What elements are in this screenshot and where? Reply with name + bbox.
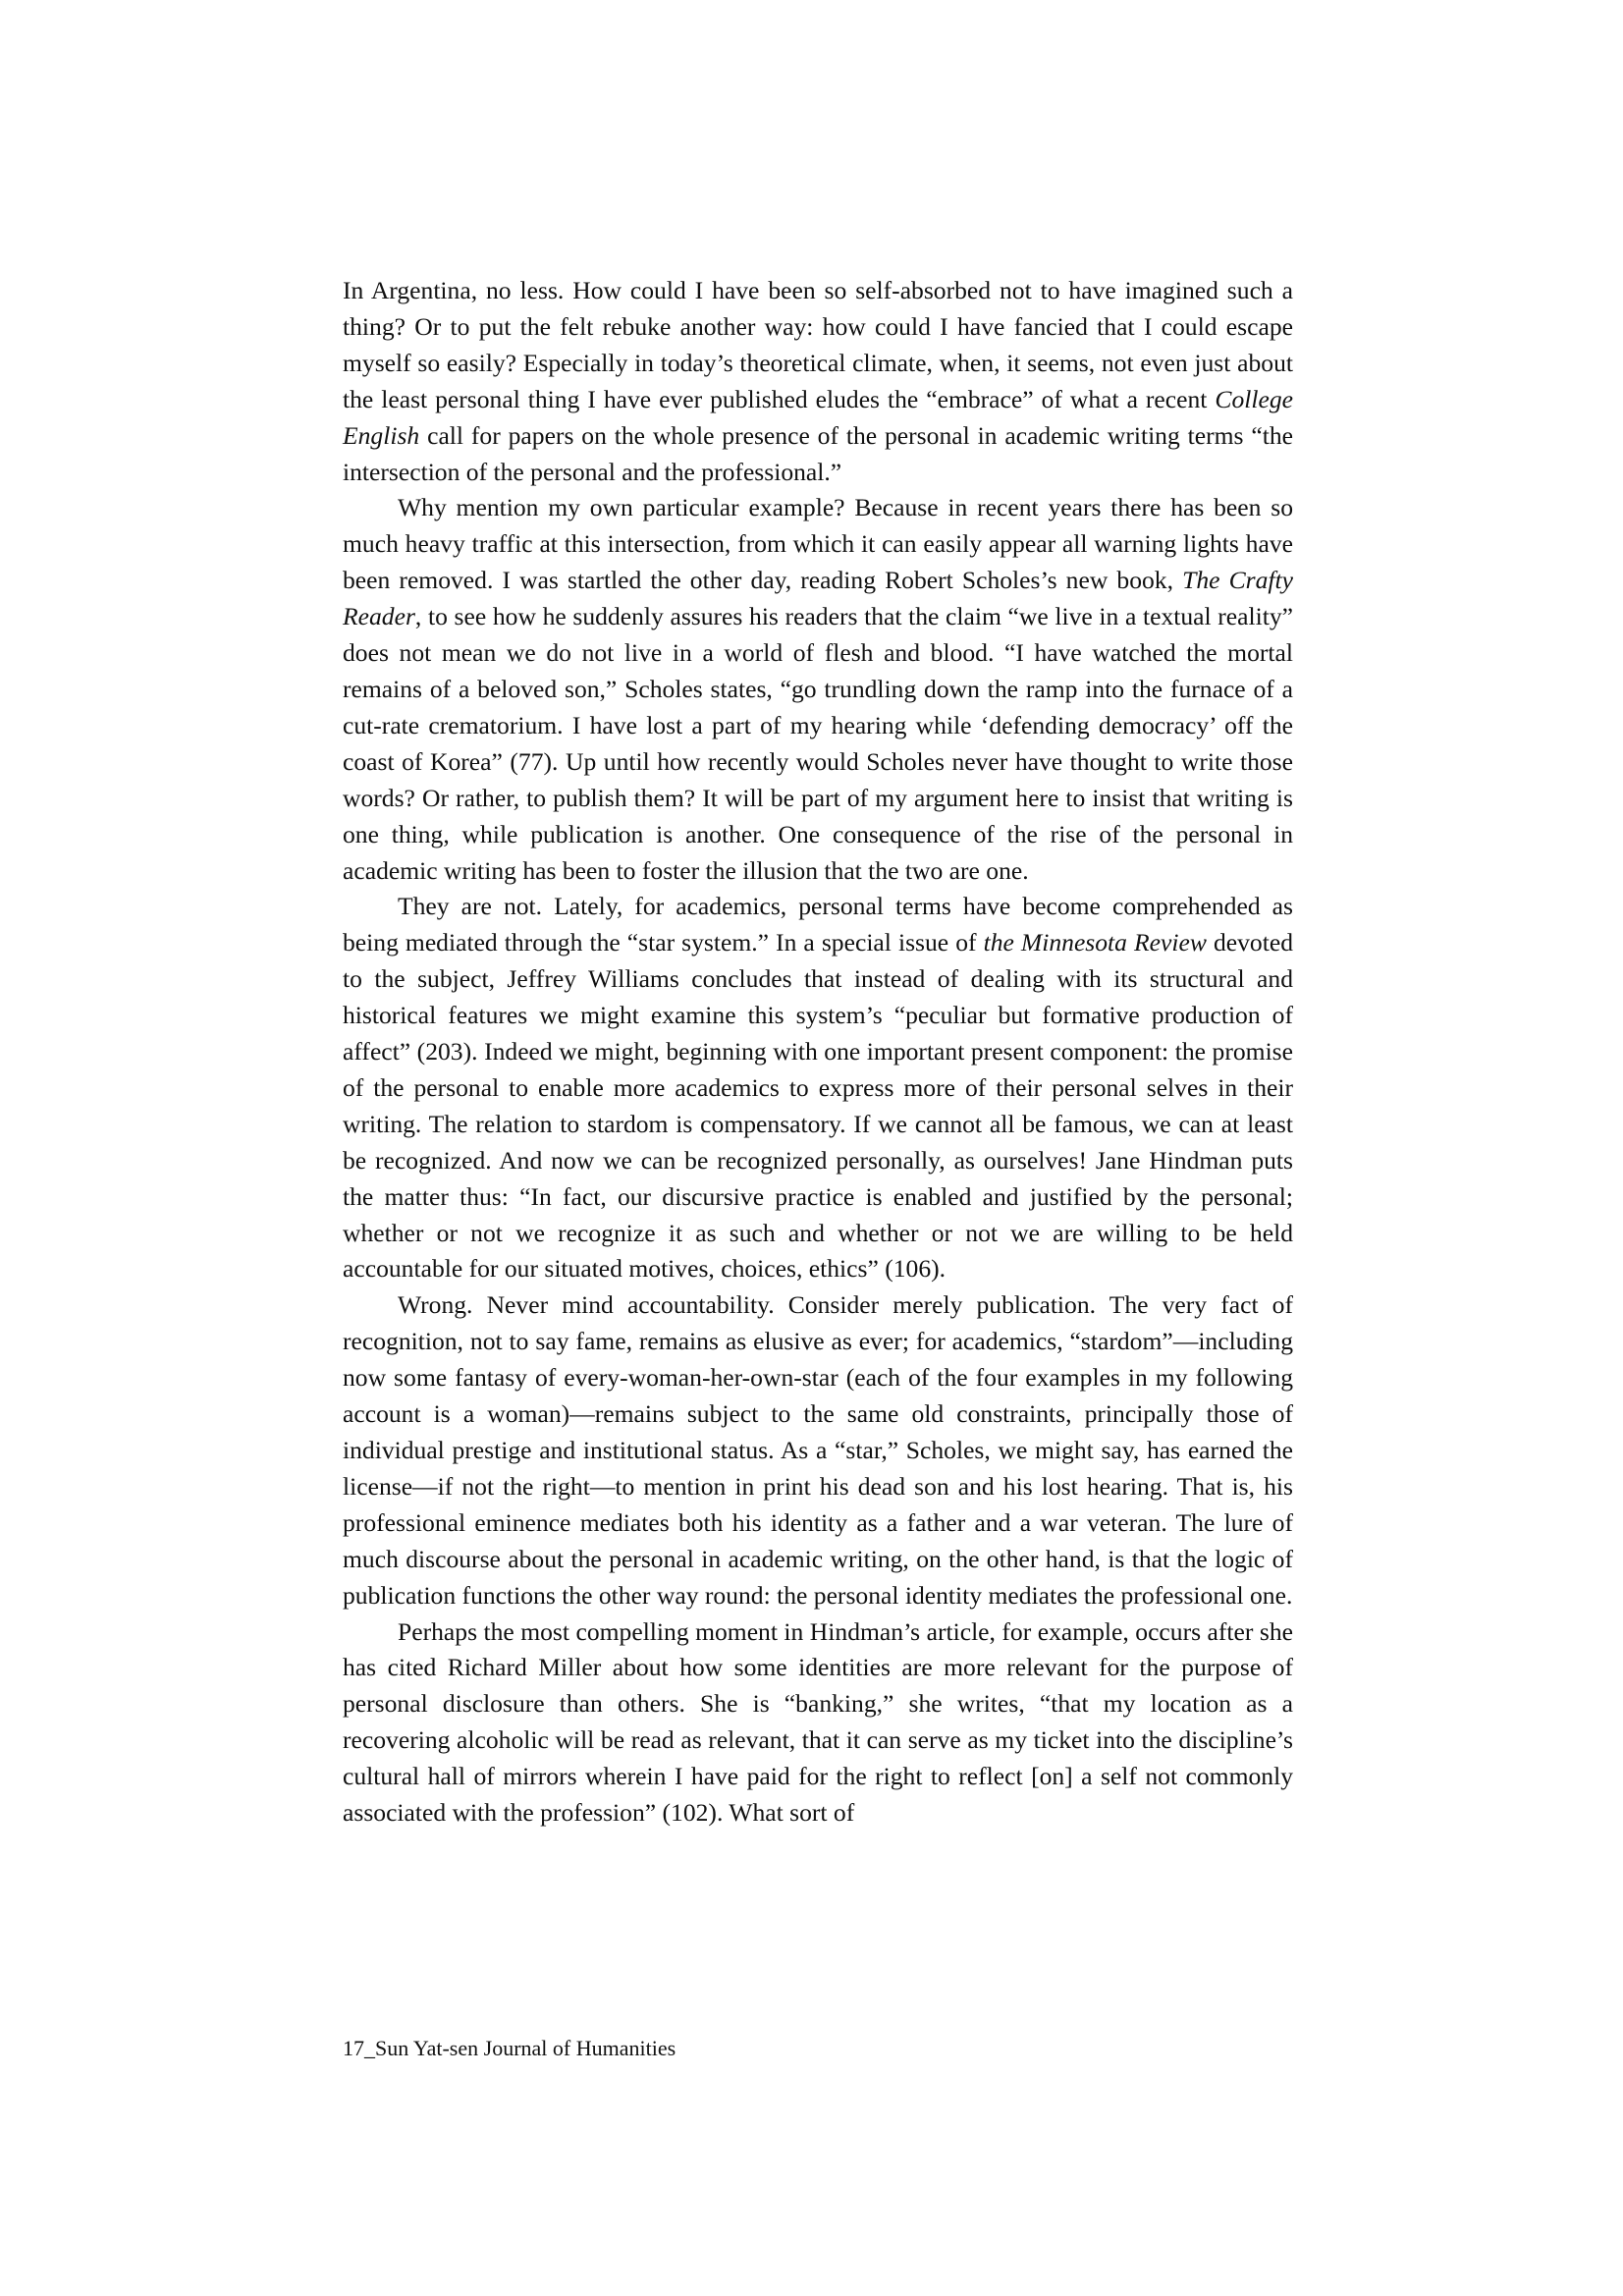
journal-title-college-english: College English: [343, 384, 1293, 450]
page-footer: 17_Sun Yat-sen Journal of Humanities: [343, 2036, 676, 2060]
paragraph-2-text-a: Why mention my own particular example? Because in recent years there has been so much heavy traffic at this intersection, from which it can easily appear all warning lights have been removed. I was startled the other day, reading Robert Scholes’s new book,: [343, 493, 1293, 595]
paragraph-2-text-b: , to see how he suddenly assures his readers that the claim “we live in a textual reality” does not mean we do not live in a world of flesh and blood. “I have watched the mortal remains of a beloved son,” Scholes states, “go trundling down the ramp into the furnace of a cut-rate crematorium. I have lost a part of my hearing while ‘defending democracy’ off the coast of Korea” (77). Up until how recently would Scholes never have thought to write those words? Or rather, to publish them? It will be part of my argument here to insist that writing is one thing, while publication is another. One consequence of the rise of the personal in academic writing has been to foster the illusion that the two are one.: [343, 602, 1293, 885]
paragraph-5-text: Perhaps the most compelling moment in Hindman’s article, for example, occurs after she has cited Richard Miller about how some identities are more relevant for the purpose of personal disclosure than others. She is “banking,” she writes, “that my location as a recovering alcoholic will be read as relevant, that it can serve as my ticket into the discipline’s cultural hall of mirrors wherein I have paid for the right to reflect [on] a self not commonly associated with the profession” (102). What sort of: [343, 1616, 1293, 1828]
paragraph-5: [343, 1614, 1293, 1831]
paragraph-3: [343, 889, 1293, 1287]
paragraph-3-text-a: They are not. Lately, for academics, personal terms have become comprehended as being mediated through the “star system.” In a special issue of: [343, 892, 1293, 957]
paragraph-4-text: Wrong. Never mind accountability. Consider merely publication. The very fact of recognition, not to say fame, remains as elusive as ever; for academics, “stardom”—including now some fantasy of every-woman-her-own-star (each of the four examples in my following account is a woman)—remains subject to the same old constraints, principally those of individual prestige and institutional status. As a “star,” Scholes, we might say, has earned the license—if not the right—to mention in print his dead son and his lost hearing. That is, his professional eminence mediates both his identity as a father and a war veteran. The lure of much discourse about the personal in academic writing, on the other hand, is that the logic of publication functions the other way round: the personal identity mediates the professional one.: [343, 1290, 1293, 1610]
journal-title-minnesota-review: the Minnesota Review: [983, 928, 1207, 957]
book-title-crafty-reader: The Crafty Reader: [343, 566, 1293, 631]
paragraph-1-text-a: In Argentina, no less. How could I have been so self-absorbed not to have imagined such a thing? Or to put the felt rebuke another way: how could I have fancied that I could escape myself so easily? Especially in today’s theoretical climate, when, it seems, not even just about the least personal thing I have ever published eludes the “embrace” of what a recent: [343, 276, 1293, 413]
paragraph-1: [343, 273, 1293, 490]
paragraph-1-text-b: call for papers on the whole presence of the personal in academic writing terms “the intersection of the personal and the professional.”: [343, 420, 1293, 486]
paragraph-3-text-b: devoted to the subject, Jeffrey Williams concludes that instead of dealing with its structural and historical features we might examine this system’s “peculiar but formative production of affect” (203). Indeed we might, beginning with one important present component: the promise of the personal to enable more academics to express more of their personal selves in their writing. The relation to stardom is compensatory. If we cannot all be famous, we can at least be recognized. And now we can be recognized personally, as ourselves! Jane Hindman puts the matter thus: “In fact, our discursive practice is enabled and justified by the personal; whether or not we recognize it as such and whether or not we are willing to be held accountable for our situated motives, choices, ethics” (106).: [343, 928, 1293, 1284]
paragraph-2: [343, 490, 1293, 889]
article-body: [343, 273, 1293, 1831]
paragraph-4: [343, 1287, 1293, 1613]
